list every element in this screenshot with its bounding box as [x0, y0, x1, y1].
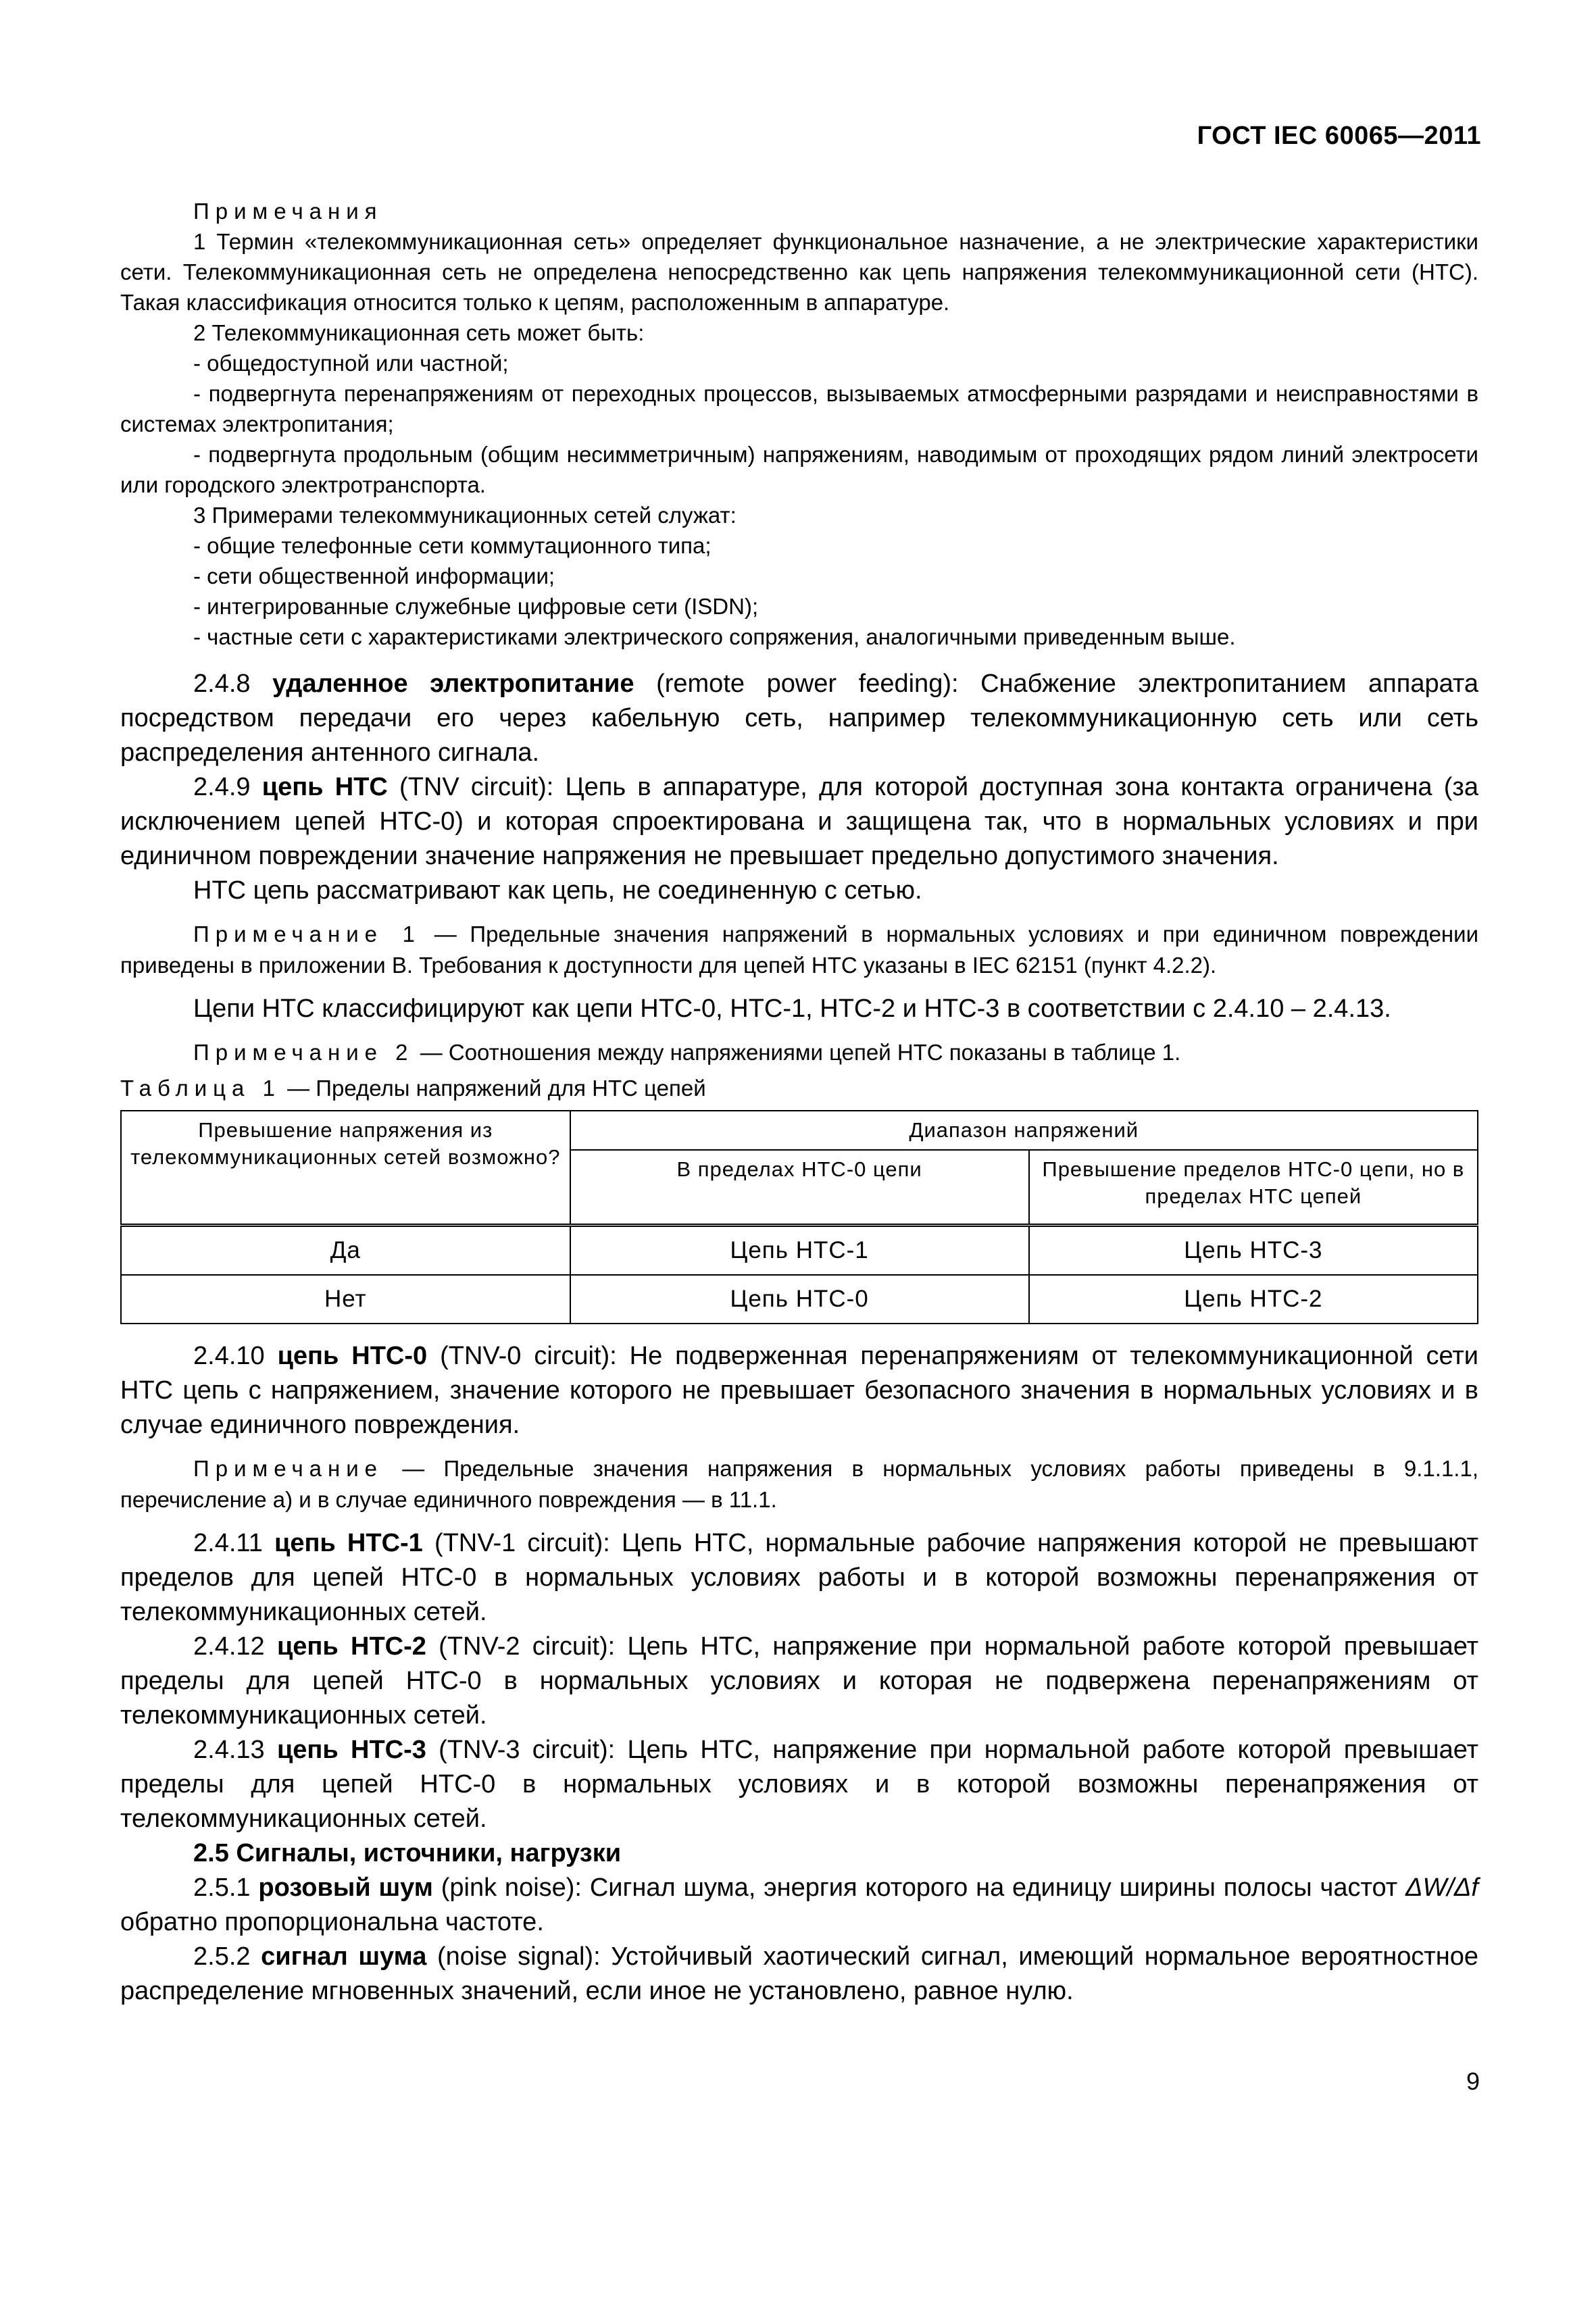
- page-content: [120, 196, 1478, 2009]
- note-text: — Предельные значения напряжений в нормальных условиях и при единичном повреждении приведены в приложении В. Требования к доступности для цепей НТС указаны в IEC 62151 (пункт 4.2.2).: [120, 922, 1479, 978]
- clause-number: 2.4.8: [193, 670, 251, 698]
- clause-text: (TNV-0 circuit): Не подверженная перенапряжениям от телекоммуникационной сети НТС цепь с напряжением, значение которого не превышает безопасного значения в нормальных условиях и в случае единичного повреждения.: [120, 1342, 1478, 1439]
- note-label: Примечание 2: [193, 1040, 414, 1065]
- note-line: - интегрированные служебные цифровые сети (ISDN);: [193, 594, 759, 619]
- note-line: 2 Телекоммуникационная сеть может быть:: [193, 320, 645, 345]
- clause-text: (TNV-3 circuit): Цепь НТС, напряжение при нормальной работе которой превышает пределы для цепей НТС-0 в нормальных условиях и в которой возможны перенапряжения от телекоммуникационных сетей.: [120, 1736, 1479, 1833]
- table-header-row: [121, 1111, 1478, 1150]
- notes-title: Примечания: [193, 199, 383, 224]
- clause-2-4-10: [120, 1339, 1478, 1442]
- clause-number: 2.5.2: [193, 1942, 251, 1971]
- note-label: Примечание 1: [193, 922, 422, 947]
- clause-term: удаленное электропитание: [272, 670, 634, 698]
- clause-number: 2.4.10: [193, 1342, 265, 1370]
- table-cell: Цепь НТС-2: [1029, 1275, 1478, 1324]
- note-label: Примечание: [193, 1456, 384, 1481]
- note-line: - сети общественной информации;: [193, 563, 555, 588]
- table-cell: Нет: [121, 1275, 570, 1324]
- clause-text: (TNV-2 circuit): Цепь НТС, напряжение при нормальной работе которой превышает пределы для цепей НТС-0 в нормальных условиях и которая не подвержена перенапряжениям от телекоммуникационных сетей.: [120, 1632, 1479, 1730]
- table-cell: Цепь НТС-0: [570, 1275, 1029, 1324]
- note-text: — Соотношения между напряжениями цепей НТС показаны в таблице 1.: [414, 1040, 1181, 1065]
- clause-2-4-9-paragraph: НТС цепь рассматривают как цепь, не соединенную с сетью.: [193, 876, 922, 905]
- clause-number: 2.5.1: [193, 1873, 251, 1902]
- table-caption: [120, 1074, 1478, 1103]
- clause-text: (TNV circuit): Цепь в аппаратуре, для которой доступная зона контакта ограничена (за исключением цепей НТС-0) и которая спроектирована и защищена так, что в нормальных условиях и при единичном повреждении значение напряжения не превышает предельно допустимого значения.: [120, 773, 1478, 870]
- clause-text: (pink noise): Сигнал шума, энергия которого на единицу ширины полосы частот: [432, 1873, 1398, 1902]
- page-number: 9: [1466, 2067, 1480, 2095]
- document-code: ГОСТ IEC 60065—2011: [1197, 122, 1481, 150]
- clause-2-4-8: [120, 667, 1478, 770]
- section-2-5-heading: [120, 1836, 1478, 1871]
- note-line: - общие телефонные сети коммутационного типа;: [193, 533, 712, 558]
- clause-number: 2.4.12: [193, 1632, 265, 1661]
- table-cell: Цепь НТС-3: [1029, 1226, 1478, 1276]
- table-cell: Да: [121, 1226, 570, 1276]
- clause-term: цепь НТС-2: [276, 1632, 426, 1661]
- table-header-cell: Превышение напряжения из телекоммуникационных сетей возможно?: [121, 1111, 570, 1226]
- note-text: — Предельные значения напряжения в нормальных условиях работы приведены в 9.1.1.1, перечисление а) и в случае единичного повреждения — в 11.1.: [120, 1456, 1478, 1512]
- clause-2-4-12: [120, 1630, 1478, 1733]
- clause-2-4-9-classification: Цепи НТС классифицируют как цепи НТС-0, НТС-1, НТС-2 и НТС-3 в соответствии с 2.4.10 – 2.4.13.: [193, 995, 1391, 1023]
- notes-block: [120, 196, 1478, 652]
- clause-2-4-9: [120, 770, 1478, 874]
- table-caption-text: — Пределы напряжений для НТС цепей: [280, 1076, 706, 1101]
- clause-2-4-10-note: [120, 1453, 1478, 1515]
- note-line: 1 Термин «телекоммуникационная сеть» определяет функциональное назначение, а не электрические характеристики сети. Телекоммуникационная сеть не определена непосредственно как цепь напряжения телекоммуникационной сети (НТС). Такая классификация относится только к цепям, расположенным в аппаратуре.: [120, 229, 1478, 315]
- clause-text-end: обратно пропорциональна частоте.: [120, 1908, 544, 1936]
- clause-text: (remote power feeding): Снабжение электропитанием аппарата посредством передачи его через кабельную сеть, например телекоммуникационную сеть или сеть распределения антенного сигнала.: [120, 670, 1478, 767]
- clause-text: (noise signal): Устойчивый хаотический сигнал, имеющий нормальное вероятностное распределение мгновенных значений, если иное не установлено, равное нулю.: [120, 1942, 1479, 2005]
- clause-number: 2.4.9: [193, 773, 251, 801]
- clause-text: (TNV-1 circuit): Цепь НТС, нормальные рабочие напряжения которой не превышают пределов для цепей НТС-0 в нормальных условиях работы и в которой возможны перенапряжения от телекоммуникационных сетей.: [120, 1529, 1479, 1626]
- table-header-cell: В пределах НТС-0 цепи: [570, 1150, 1029, 1226]
- clause-2-4-9-note-1: [120, 919, 1478, 981]
- clause-2-5-1: [120, 1871, 1478, 1940]
- table-row: [121, 1275, 1478, 1324]
- clause-2-4-11: [120, 1526, 1478, 1630]
- note-line: - подвергнута продольным (общим несимметричным) напряжениям, наводимым от проходящих рядом линий электросети или городского электротранспорта.: [120, 442, 1478, 497]
- table-caption-label: Таблица 1: [120, 1076, 281, 1101]
- clause-2-4-9-note-2: [120, 1037, 1478, 1068]
- clause-term: цепь НТС-0: [277, 1342, 428, 1370]
- voltage-limits-table: [120, 1110, 1478, 1324]
- clause-term: цепь НТС-1: [274, 1529, 423, 1557]
- note-line: 3 Примерами телекоммуникационных сетей служат:: [193, 503, 737, 528]
- clause-number: 2.4.11: [193, 1529, 263, 1557]
- clause-term: цепь НТС-3: [276, 1736, 426, 1764]
- note-line: - подвергнута перенапряжениям от переходных процессов, вызываемых атмосферными разрядами и неисправностями в системах электропитания;: [120, 381, 1478, 436]
- table-header-cell: Диапазон напряжений: [570, 1111, 1478, 1150]
- clause-term: сигнал шума: [261, 1942, 427, 1971]
- note-line: - общедоступной или частной;: [193, 351, 509, 376]
- table-cell: Цепь НТС-1: [570, 1226, 1029, 1276]
- note-line: - частные сети с характеристиками электрического сопряжения, аналогичными приведенным выше.: [193, 624, 1236, 649]
- section-heading-text: 2.5 Сигналы, источники, нагрузки: [193, 1839, 622, 1867]
- table-header-cell: Превышение пределов НТС-0 цепи, но в пределах НТС цепей: [1029, 1150, 1478, 1226]
- formula: ΔW/Δf: [1405, 1873, 1478, 1902]
- clause-term: розовый шум: [258, 1873, 433, 1902]
- clause-2-4-13: [120, 1733, 1478, 1836]
- clause-term: цепь НТС: [261, 773, 388, 801]
- table-row: [121, 1226, 1478, 1276]
- clause-number: 2.4.13: [193, 1736, 265, 1764]
- clause-2-5-2: [120, 1940, 1478, 2009]
